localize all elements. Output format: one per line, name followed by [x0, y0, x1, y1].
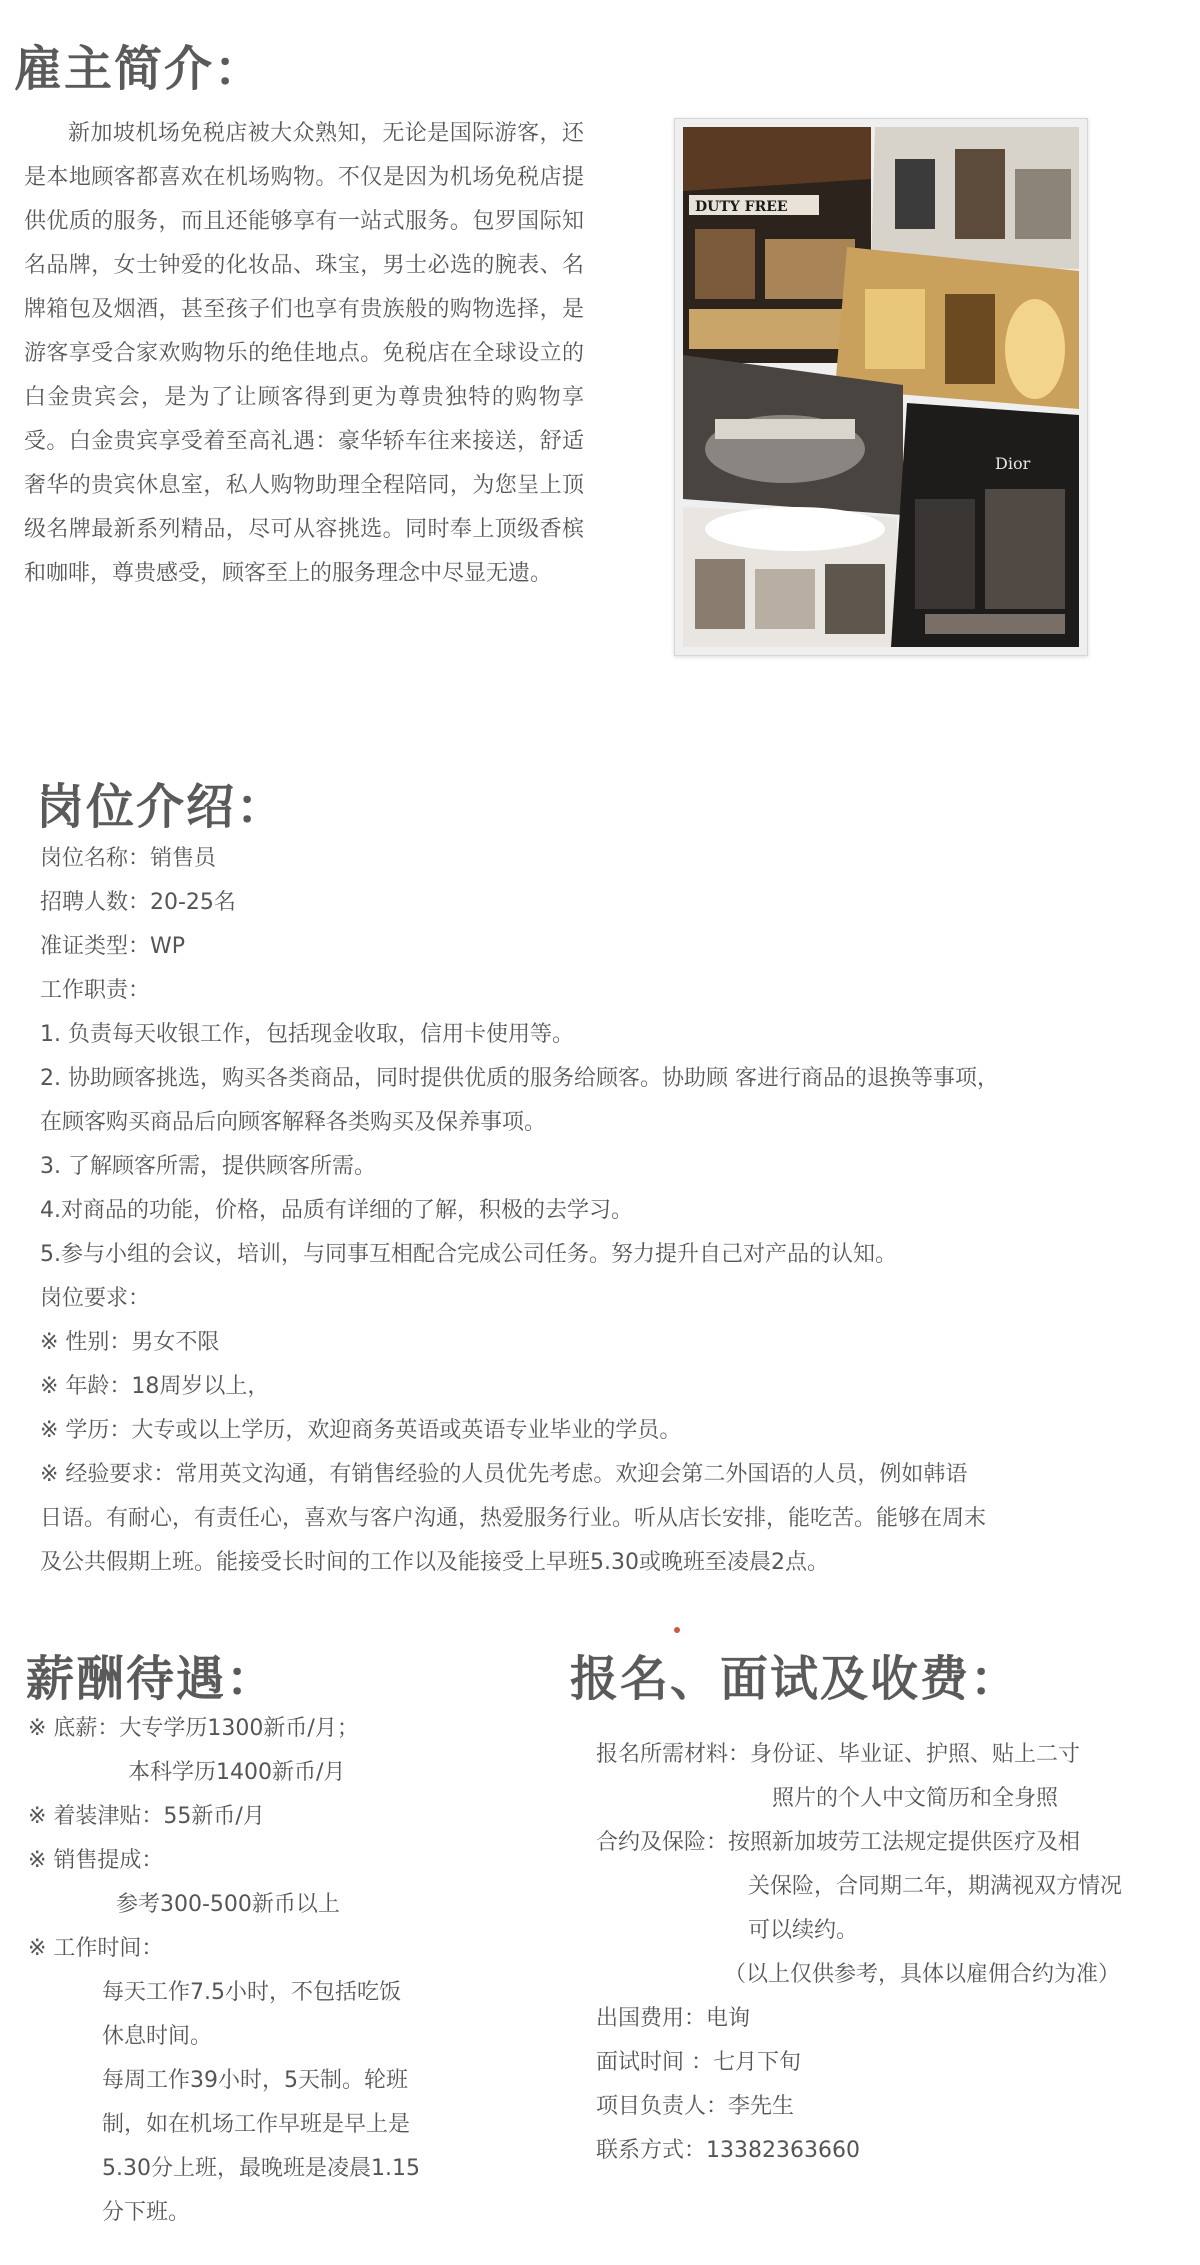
duty-item-2-continued: 在顾客购买商品后向顾客解释各类购买及保养事项。	[40, 1110, 547, 1135]
headcount-line: 招聘人数：20-25名	[40, 890, 236, 915]
contract-insurance: 合约及保险：按照新加坡劳工法规定提供医疗及相	[596, 1830, 1081, 1855]
position-heading: 岗位介绍：	[36, 779, 287, 835]
overseas-fee: 出国费用：电询	[596, 2006, 751, 2031]
position-name-line: 岗位名称：销售员	[40, 846, 217, 871]
duty-free-sign: DUTY FREE	[695, 199, 788, 215]
requirement-age: ※ 年龄：18周岁以上，	[40, 1374, 270, 1399]
duty-item-1: 1. 负责每天收银工作，包括现金收取，信用卡使用等。	[40, 1022, 574, 1047]
contract-insurance-continued-2: 可以续约。	[748, 1918, 859, 1943]
work-hours-daily-continued: 休息时间。	[102, 2024, 213, 2049]
interview-time: 面试时间 ：七月下旬	[596, 2050, 801, 2075]
contact-phone: 联系方式：13382363660	[596, 2138, 860, 2163]
contract-insurance-continued-1: 关保险，合同期二年，期满视双方情况	[748, 1874, 1123, 1899]
permit-type-line: 准证类型：WP	[40, 934, 186, 959]
requirement-experience: ※ 经验要求：常用英文沟通，有销售经验的人员优先考虑。欢迎会第二外国语的人员，例如韩语	[40, 1462, 968, 1487]
duties-label: 工作职责：	[40, 978, 151, 1003]
requirements-label: 岗位要求：	[40, 1286, 151, 1311]
decorative-dot	[674, 1627, 680, 1633]
duty-item-3: 3. 了解顾客所需，提供顾客所需。	[40, 1154, 376, 1179]
requirement-education: ※ 学历：大专或以上学历，欢迎商务英语或英语专业毕业的学员。	[40, 1418, 682, 1443]
duty-item-5: 5.参与小组的会议，培训，与同事互相配合完成公司任务。努力提升自己对产品的认知。	[40, 1242, 897, 1267]
work-hours-weekly-continued-2: 5.30分上班，最晚班是凌晨1.15	[102, 2156, 420, 2181]
application-materials-continued: 照片的个人中文简历和全身照	[772, 1786, 1059, 1811]
duty-item-4: 4.对商品的功能，价格，品质有详细的了解，积极的去学习。	[40, 1198, 633, 1223]
application-heading: 报名、面试及收费：	[570, 1651, 1021, 1707]
work-hours-label: ※ 工作时间：	[28, 1936, 164, 1961]
duty-free-photo-collage	[674, 118, 1088, 656]
salary-heading: 薪酬待遇：	[26, 1651, 277, 1707]
salary-commission-label: ※ 销售提成：	[28, 1848, 164, 1873]
collage-photo-dior-boutique	[891, 403, 1079, 647]
collage-photo-corridor	[871, 127, 1079, 269]
requirement-experience-continued-2: 及公共假期上班。能接受长时间的工作以及能接受上早班5.30或晚班至凌晨2点。	[40, 1550, 829, 1575]
salary-commission-value: 参考300-500新币以上	[116, 1892, 340, 1917]
employer-paragraph: 新加坡机场免税店被大众熟知，无论是国际游客，还是本地顾客都喜欢在机场购物。不仅是因为机场免税店提供优质的服务，而且还能够享有一站式服务。包罗国际知名品牌，女士钟爱的化妆品、珠宝，男士必选的腕表、名牌箱包及烟酒，甚至孩子们也享有贵族般的购物选择，是游客享受合家欢购物乐的绝佳地点。免税店在全球设立的白金贵宾会，是为了让顾客得到更为尊贵独特的购物享受。白金贵宾享受着至高礼遇：豪华轿车往来接送，舒适奢华的贵宾休息室，私人购物助理全程陪同，为您呈上顶级名牌最新系列精品，尽可从容挑选。同时奉上顶级香槟和咖啡，尊贵感受，顾客至上的服务理念中尽显无遗。	[24, 121, 584, 586]
application-materials: 报名所需材料：身份证、毕业证、护照、贴上二寸	[596, 1742, 1081, 1767]
salary-uniform-allowance: ※ 着装津贴：55新币/月	[28, 1804, 265, 1829]
employer-heading: 雇主简介：	[14, 41, 265, 97]
salary-base-bachelor: 本科学历1400新币/月	[128, 1760, 346, 1785]
reference-note: （以上仅供参考，具体以雇佣合约为准）	[724, 1962, 1121, 1987]
salary-base: ※ 底薪：大专学历1300新币/月；	[28, 1716, 359, 1741]
requirement-experience-continued-1: 日语。有耐心，有责任心，喜欢与客户沟通，热爱服务行业。听从店长安排，能吃苦。能够在周末	[40, 1506, 987, 1531]
project-manager: 项目负责人：李先生	[596, 2094, 795, 2119]
work-hours-daily: 每天工作7.5小时，不包括吃饭	[102, 1980, 401, 2005]
duty-item-2: 2. 协助顾客挑选，购买各类商品，同时提供优质的服务给顾客。协助顾 客进行商品的退换等事项，	[40, 1066, 999, 1091]
work-hours-weekly: 每周工作39小时，5天制。轮班	[102, 2068, 408, 2093]
dior-sign: Dior	[995, 454, 1031, 473]
work-hours-weekly-continued-1: 制，如在机场工作早班是早上是	[102, 2112, 411, 2137]
requirement-gender: ※ 性别：男女不限	[40, 1330, 220, 1355]
collage-photo-atrium	[683, 507, 897, 647]
work-hours-weekly-continued-3: 分下班。	[102, 2200, 191, 2225]
